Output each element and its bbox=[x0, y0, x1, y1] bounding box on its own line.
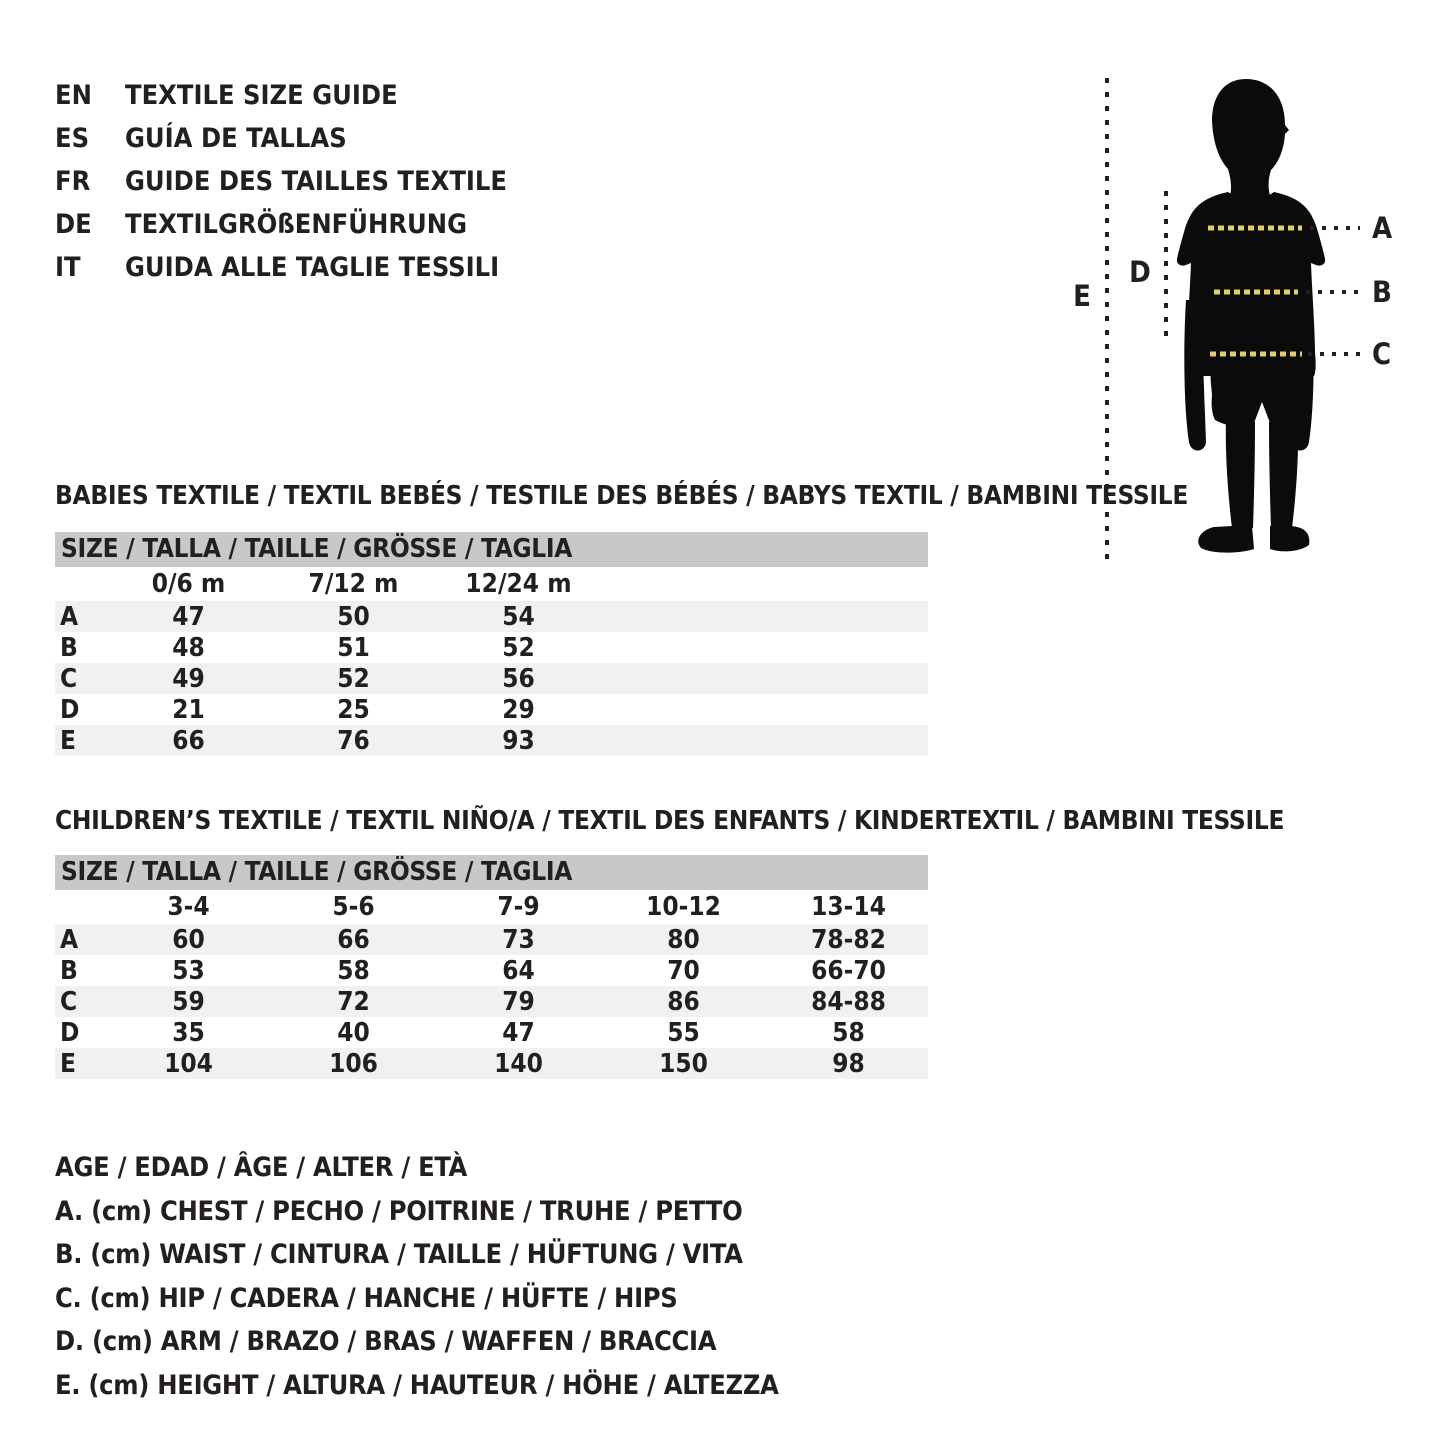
column-header: 7-9 bbox=[497, 892, 540, 922]
cell-value: 106 bbox=[329, 1048, 378, 1079]
legend-row-age: AGE / EDAD / ÂGE / ALTER / ETÀ bbox=[55, 1152, 468, 1183]
language-code: IT bbox=[55, 252, 81, 283]
cell-value: 25 bbox=[337, 694, 370, 725]
cell-value: 66-70 bbox=[811, 955, 886, 986]
children-table-header: SIZE / TALLA / TAILLE / GRÖSSE / TAGLIA bbox=[55, 855, 928, 890]
figure-label-c: C bbox=[1372, 337, 1392, 371]
language-code: EN bbox=[55, 80, 92, 111]
cell-value: 47 bbox=[172, 601, 205, 632]
column-header: 13-14 bbox=[811, 892, 886, 922]
measurement-legend bbox=[55, 1146, 779, 1407]
cell-value: 66 bbox=[172, 725, 205, 756]
row-label: B bbox=[60, 955, 78, 986]
language-row bbox=[55, 160, 507, 203]
cell-value: 93 bbox=[502, 725, 535, 756]
column-header: 12/24 m bbox=[465, 569, 572, 599]
cell-value: 104 bbox=[164, 1048, 213, 1079]
legend-row-chest: A. (cm) CHEST / PECHO / POITRINE / TRUHE / PETTO bbox=[55, 1195, 743, 1227]
language-title: GUIDA ALLE TAGLIE TESSILI bbox=[125, 252, 500, 283]
child-silhouette-icon bbox=[1177, 79, 1325, 553]
row-label: C bbox=[60, 986, 78, 1017]
cell-value: 79 bbox=[502, 986, 535, 1017]
cell-value: 84-88 bbox=[811, 986, 886, 1017]
cell-value: 35 bbox=[172, 1017, 205, 1048]
cell-value: 80 bbox=[667, 924, 700, 955]
language-row bbox=[55, 203, 507, 246]
language-row bbox=[55, 117, 507, 160]
language-code: FR bbox=[55, 166, 91, 197]
row-label: C bbox=[60, 663, 78, 694]
cell-value: 49 bbox=[172, 663, 205, 694]
measurement-figure bbox=[1025, 55, 1445, 600]
cell-value: 60 bbox=[172, 924, 205, 955]
figure-label-b: B bbox=[1372, 275, 1392, 309]
babies-column-header-row bbox=[55, 567, 928, 601]
babies-size-table bbox=[55, 532, 928, 756]
cell-value: 66 bbox=[337, 924, 370, 955]
column-header: 3-4 bbox=[167, 892, 210, 922]
cell-value: 73 bbox=[502, 924, 535, 955]
babies-table-header: SIZE / TALLA / TAILLE / GRÖSSE / TAGLIA bbox=[55, 532, 928, 567]
language-row bbox=[55, 74, 507, 117]
cell-value: 29 bbox=[502, 694, 535, 725]
table-row bbox=[55, 986, 928, 1017]
column-header: 7/12 m bbox=[308, 569, 399, 599]
language-title: TEXTILGRÖßENFÜHRUNG bbox=[125, 209, 468, 240]
cell-value: 56 bbox=[502, 663, 535, 694]
table-row bbox=[55, 1048, 928, 1079]
cell-value: 86 bbox=[667, 986, 700, 1017]
cell-value: 64 bbox=[502, 955, 535, 986]
cell-value: 47 bbox=[502, 1017, 535, 1048]
figure-label-a: A bbox=[1372, 211, 1393, 245]
language-list bbox=[55, 74, 507, 289]
legend-row-waist: B. (cm) WAIST / CINTURA / TAILLE / HÜFTUNG / VITA bbox=[55, 1239, 743, 1270]
cell-value: 50 bbox=[337, 601, 370, 632]
cell-value: 48 bbox=[172, 632, 205, 663]
cell-value: 72 bbox=[337, 986, 370, 1017]
cell-value: 53 bbox=[172, 955, 205, 986]
cell-value: 40 bbox=[337, 1017, 370, 1048]
row-label: E bbox=[60, 1048, 76, 1079]
legend-row-hip: C. (cm) HIP / CADERA / HANCHE / HÜFTE / HIPS bbox=[55, 1282, 678, 1314]
children-section-title: CHILDREN’S TEXTILE / TEXTIL NIÑO/A / TEXTIL DES ENFANTS / KINDERTEXTIL / BAMBINI TESSILE bbox=[55, 806, 1285, 836]
language-code: ES bbox=[55, 123, 90, 154]
cell-value: 59 bbox=[172, 986, 205, 1017]
cell-value: 51 bbox=[337, 632, 370, 663]
language-row bbox=[55, 246, 507, 289]
legend-row-height: E. (cm) HEIGHT / ALTURA / HAUTEUR / HÖHE / ALTEZZA bbox=[55, 1369, 779, 1401]
column-header: 0/6 m bbox=[151, 569, 226, 599]
row-label: E bbox=[60, 725, 76, 756]
language-title: GUIDE DES TAILLES TEXTILE bbox=[125, 166, 508, 197]
cell-value: 150 bbox=[659, 1048, 708, 1079]
table-row bbox=[55, 1017, 928, 1048]
column-header: 10-12 bbox=[646, 892, 721, 922]
row-label: D bbox=[60, 1017, 80, 1048]
cell-value: 52 bbox=[502, 632, 535, 663]
children-column-header-row bbox=[55, 890, 928, 924]
cell-value: 70 bbox=[667, 955, 700, 986]
babies-section-title: BABIES TEXTILE / TEXTIL BEBÉS / TESTILE DES BÉBÉS / BABYS TEXTIL / BAMBINI TESSILE bbox=[55, 481, 1189, 511]
row-label: A bbox=[60, 924, 79, 955]
row-label: A bbox=[60, 601, 79, 632]
language-title: GUÍA DE TALLAS bbox=[125, 123, 347, 154]
table-row bbox=[55, 924, 928, 955]
cell-value: 21 bbox=[172, 694, 205, 725]
figure-label-d: D bbox=[1129, 255, 1151, 289]
table-row bbox=[55, 955, 928, 986]
language-title: TEXTILE SIZE GUIDE bbox=[125, 80, 398, 111]
figure-label-e: E bbox=[1073, 279, 1091, 313]
cell-value: 78-82 bbox=[811, 924, 886, 955]
table-row bbox=[55, 663, 928, 694]
language-code: DE bbox=[55, 209, 92, 240]
cell-value: 76 bbox=[337, 725, 370, 756]
table-row bbox=[55, 632, 928, 663]
cell-value: 54 bbox=[502, 601, 535, 632]
legend-row-arm: D. (cm) ARM / BRAZO / BRAS / WAFFEN / BRACCIA bbox=[55, 1326, 717, 1357]
cell-value: 52 bbox=[337, 663, 370, 694]
cell-value: 58 bbox=[832, 1017, 865, 1048]
children-size-table bbox=[55, 855, 928, 1079]
cell-value: 98 bbox=[832, 1048, 865, 1079]
cell-value: 58 bbox=[337, 955, 370, 986]
column-header: 5-6 bbox=[332, 892, 375, 922]
table-row bbox=[55, 601, 928, 632]
cell-value: 140 bbox=[494, 1048, 543, 1079]
row-label: D bbox=[60, 694, 80, 725]
row-label: B bbox=[60, 632, 78, 663]
table-row bbox=[55, 725, 928, 756]
cell-value: 55 bbox=[667, 1017, 700, 1048]
table-row bbox=[55, 694, 928, 725]
